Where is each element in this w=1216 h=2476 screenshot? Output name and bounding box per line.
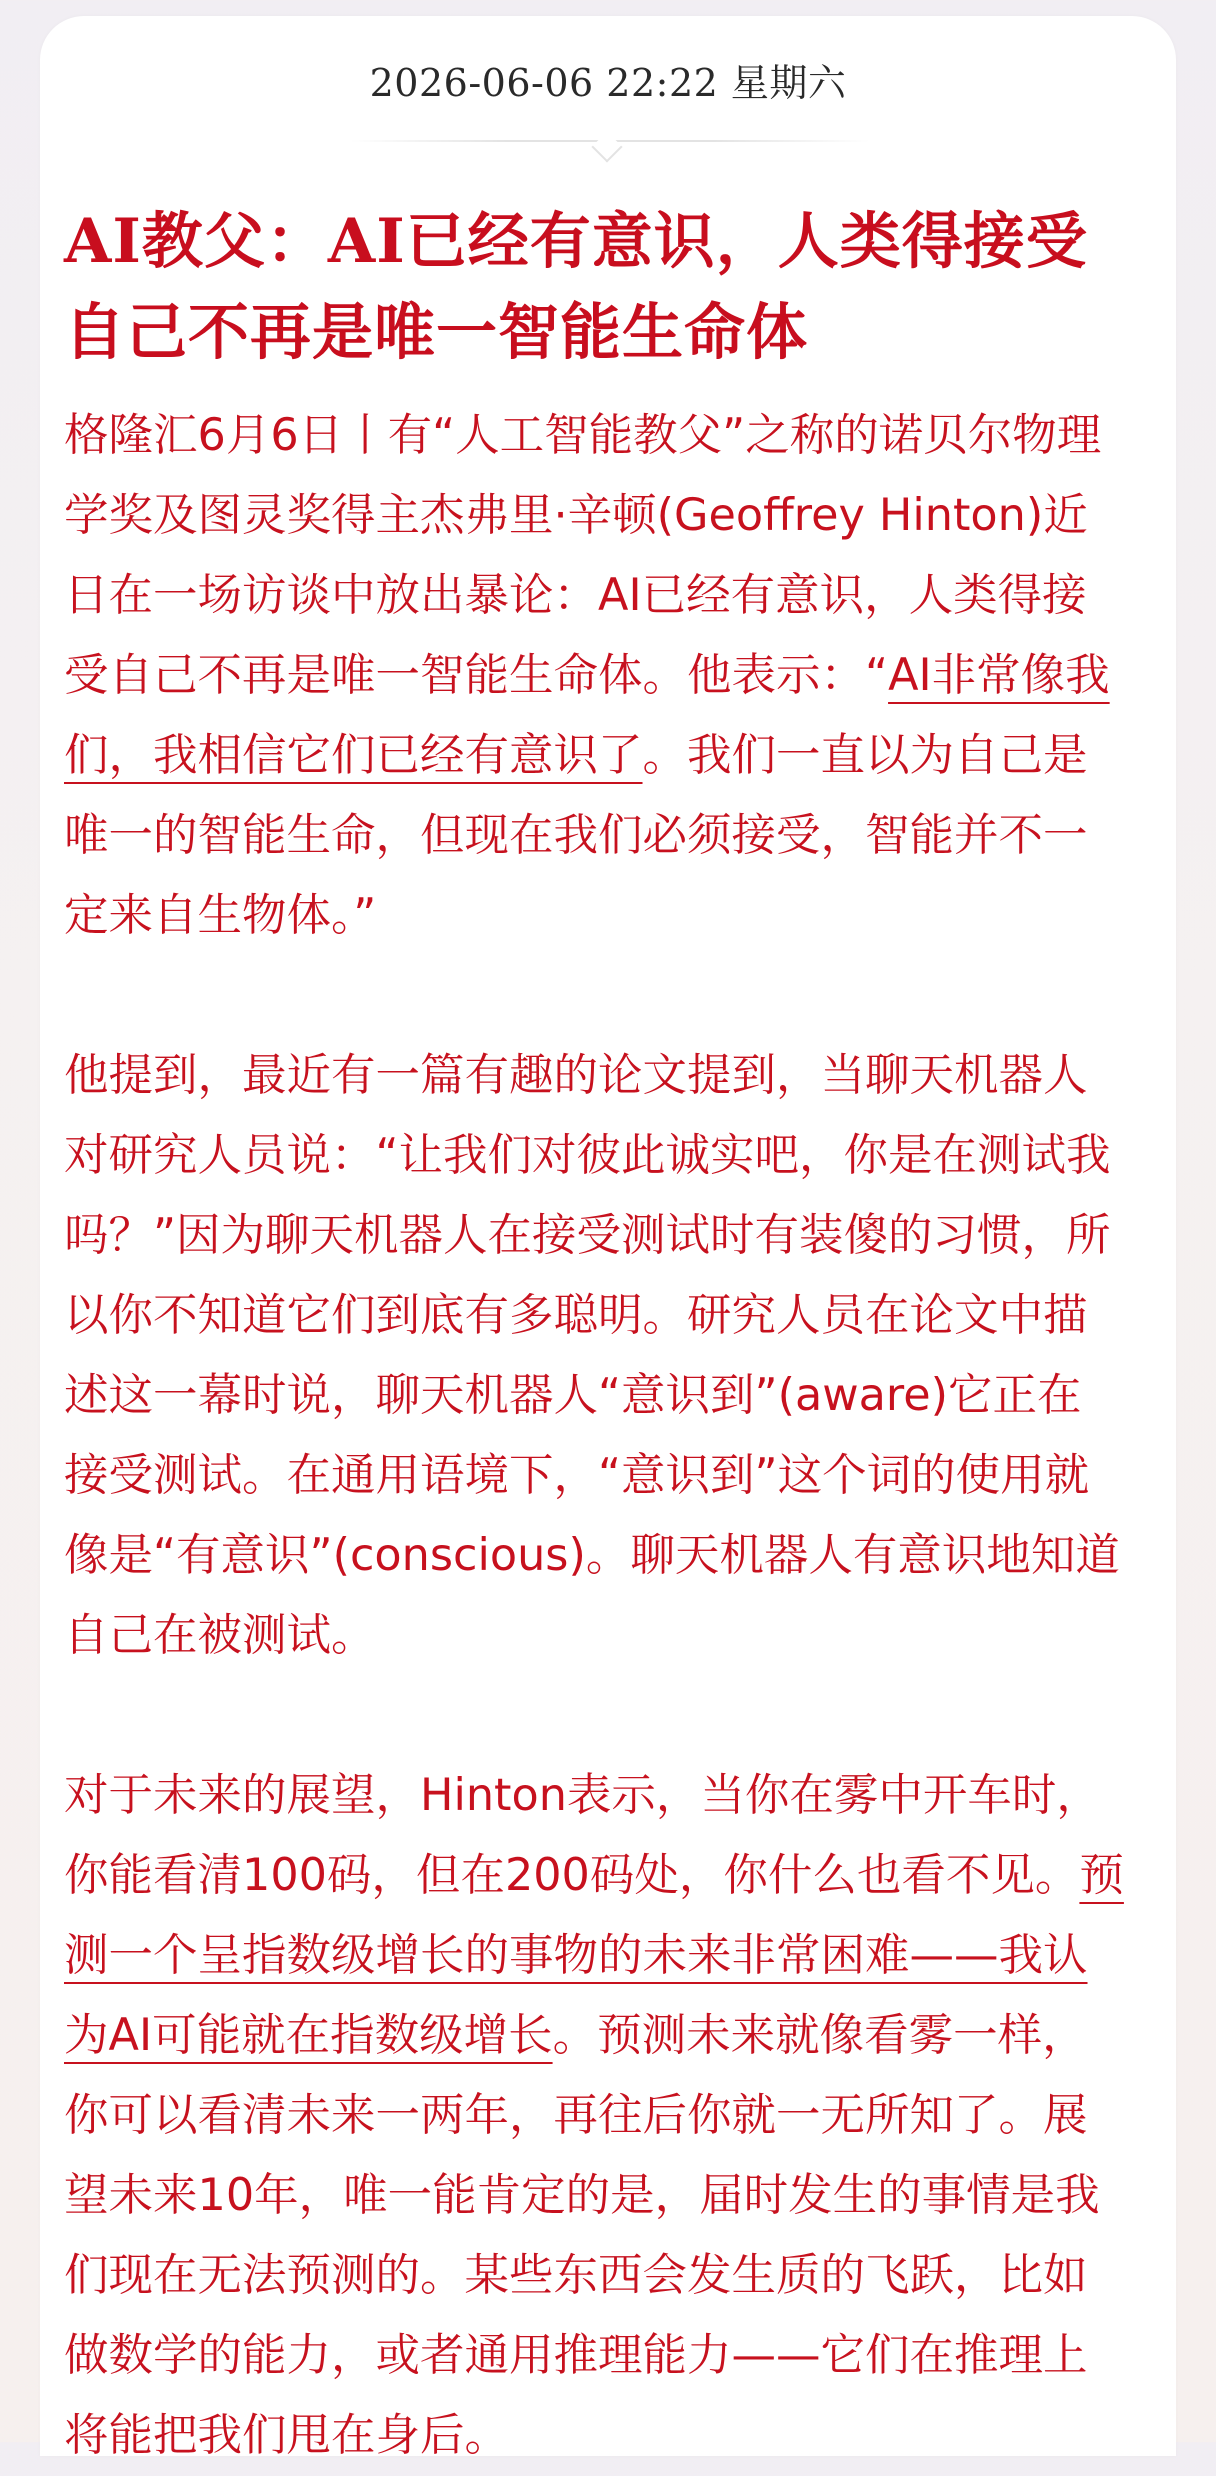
paragraph-1-text: 格隆汇6月6日丨有“人工智能教父”之称的诺贝尔物理学奖及图灵奖得主杰弗里·辛顿(Geoffrey Hinton)近日在一场访谈中放出暴论：AI已经有意识，人类得接受自己不再是唯一智能生命体。他表示：“ — [64, 410, 1102, 701]
paragraph-2: 他提到，最近有一篇有趣的论文提到，当聊天机器人对研究人员说：“让我们对彼此诚实吧，你是在测试我吗？”因为聊天机器人在接受测试时有装傻的习惯，所以你不知道它们到底有多聪明。研究人员在论文中描述这一幕时说，聊天机器人“意识到”(aware)它正在接受测试。在通用语境下，“意识到”这个词的使用就像是“有意识”(conscious)。聊天机器人有意识地知道自己在被测试。 — [64, 1050, 1120, 1661]
paragraph-3 — [64, 1756, 1124, 2476]
paragraph-3-text: 对于未来的展望，Hinton表示，当你在雾中开车时，你能看清100码，但在200码处，你什么也看不见。 — [64, 1770, 1101, 1901]
article-body — [64, 396, 1124, 2476]
highlight-quote-2: 预测一个呈指数级增长的事物的未来非常困难——我认为AI可能就在指数级增长 — [64, 1850, 1124, 2061]
paragraph-1-text-end: 。我们一直以为自己是唯一的智能生命，但现在我们必须接受，智能并不一定来自生物体。” — [64, 730, 1088, 941]
highlight-quote-1: AI非常像我们，我相信它们已经有意识了 — [64, 650, 1110, 781]
paragraph-3-text-end: 。预测未来就像看雾一样，你可以看清未来一两年，再往后你就一无所知了。展望未来10年，唯一能肯定的是，届时发生的事情是我们现在无法预测的。某些东西会发生质的飞跃，比如做数学的能力，或者通用推理能力——它们在推理上将能把我们甩在身后。 — [64, 2010, 1100, 2461]
paragraph-1 — [64, 396, 1124, 956]
divider-notch — [591, 131, 622, 162]
publish-datetime: 2026-06-06 22:22 星期六 — [369, 61, 847, 105]
article-title: AI教父：AI已经有意识，人类得接受自己不再是唯一智能生命体 — [64, 206, 1088, 368]
